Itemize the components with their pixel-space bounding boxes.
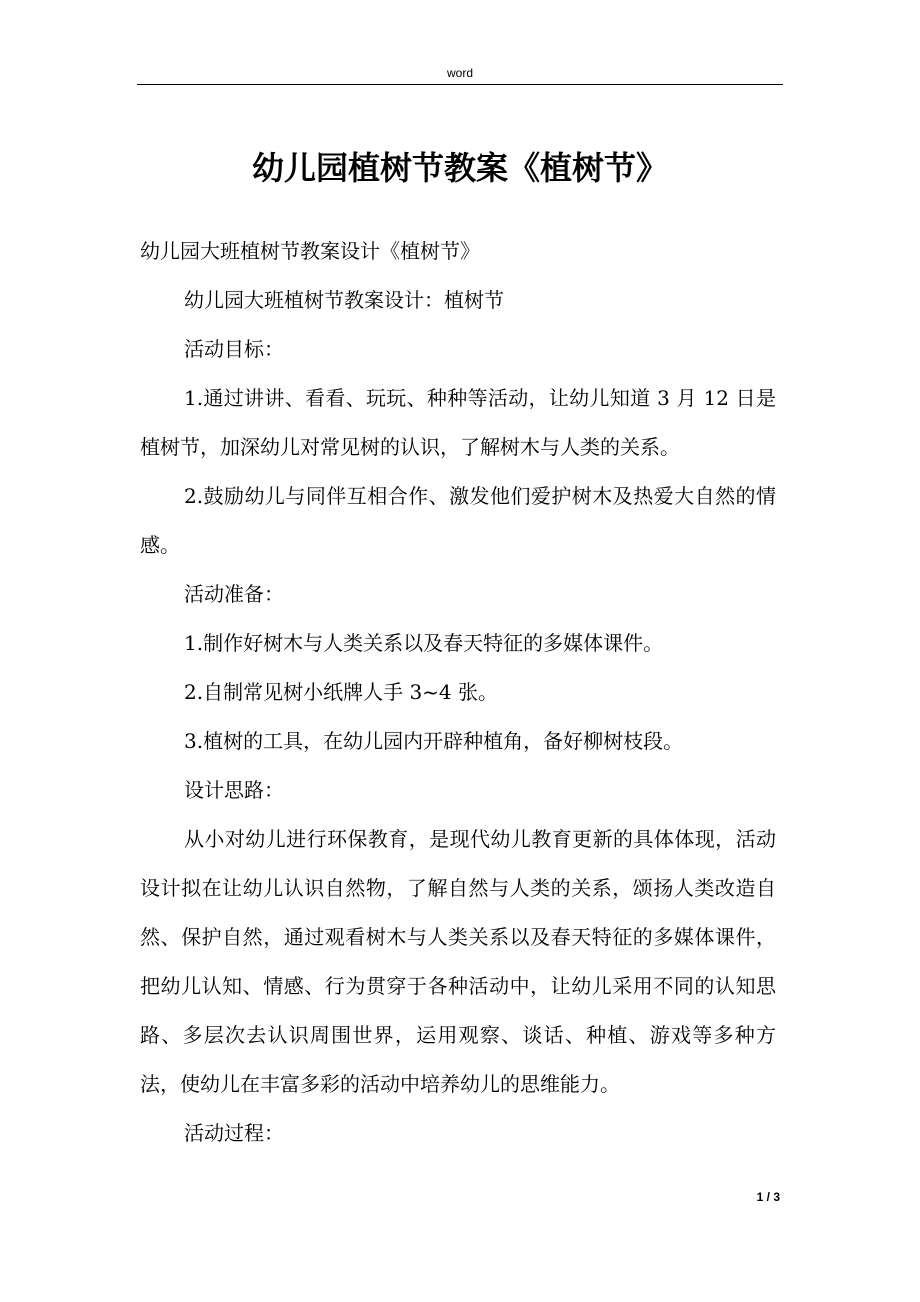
header-divider xyxy=(137,84,783,85)
section-heading-objectives: 活动目标： xyxy=(184,337,284,361)
paragraph: 1.通过讲讲、看看、玩玩、种种等活动，让幼儿知道 3 月 12 日是植树节，加深幼儿对常见树的认识，了解树木与人类的关系。 xyxy=(140,386,776,459)
section-heading-preparation: 活动准备： xyxy=(184,582,284,606)
section-heading-design: 设计思路： xyxy=(184,778,284,802)
paragraph: 2.自制常见树小纸牌人手 3~4 张。 xyxy=(184,680,499,704)
document-title: 幼儿园植树节教案《植树节》 xyxy=(251,149,668,187)
paragraph: 幼儿园大班植树节教案设计：植树节 xyxy=(184,288,504,312)
section-heading-process: 活动过程： xyxy=(184,1121,284,1145)
document-body xyxy=(140,227,776,1158)
header-label: word xyxy=(446,66,473,80)
paragraph: 从小对幼儿进行环保教育，是现代幼儿教育更新的具体体现，活动设计拟在让幼儿认识自然物，了解自然与人类的关系，颂扬人类改造自然、保护自然，通过观看树木与人类关系以及春天特征的多媒体课件，把幼儿认知、情感、行为贯穿于各种活动中，让幼儿采用不同的认知思路、多层次去认识周围世界，运用观察、谈话、种植、游戏等多种方法，使幼儿在丰富多彩的活动中培养幼儿的思维能力。 xyxy=(140,827,776,1096)
paragraph: 幼儿园大班植树节教案设计《植树节》 xyxy=(140,239,480,263)
page-number: 1 / 3 xyxy=(756,1190,780,1204)
paragraph: 3.植树的工具，在幼儿园内开辟种植角，备好柳树枝段。 xyxy=(184,729,684,753)
paragraph: 1.制作好树木与人类关系以及春天特征的多媒体课件。 xyxy=(184,631,664,655)
paragraph: 2.鼓励幼儿与同伴互相合作、激发他们爱护树木及热爱大自然的情感。 xyxy=(140,484,776,557)
